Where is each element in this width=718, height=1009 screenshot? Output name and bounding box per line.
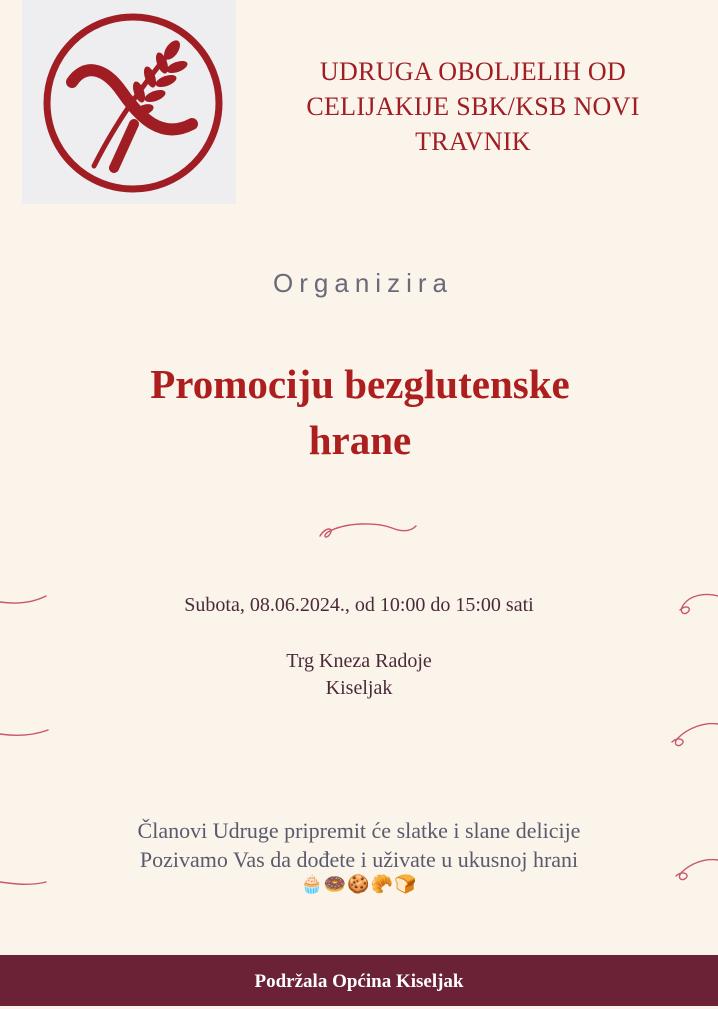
location-line-1: Trg Kneza Radoje (286, 650, 432, 672)
organization-name (248, 54, 698, 159)
org-name-line-3: TRAVNIK (415, 127, 531, 156)
location-line-2: Kiseljak (325, 677, 393, 699)
description-line-1: Članovi Udruge pripremit će slatke i slane delicije (137, 818, 581, 843)
event-title-line-2: hrane (308, 417, 412, 463)
footer-banner (0, 955, 718, 1006)
event-title (60, 356, 660, 468)
logo (22, 0, 236, 204)
org-name-line-1: UDRUGA OBOLJELIH OD (319, 57, 627, 86)
event-description (0, 816, 718, 874)
right-swirl-icon (664, 716, 718, 752)
intro-text: Organizira (273, 268, 453, 298)
crossed-grain-icon (22, 0, 236, 204)
event-title-line-1: Promociju bezglutenske (150, 361, 570, 407)
description-line-2: Pozivamo Vas da dođete i uživate u ukusnoj hrani (139, 847, 579, 872)
event-datetime: Subota, 08.06.2024., od 10:00 do 15:00 sati (184, 594, 534, 616)
org-name-line-2: CELIJAKIJE SBK/KSB NOVI (306, 92, 640, 121)
footer-text: Podržala Općina Kiseljak (254, 971, 464, 992)
center-swirl-icon (316, 516, 420, 550)
left-swirl-icon (0, 724, 52, 744)
food-emoji-row: 🧁🍩🍪🥐🍞 (300, 874, 418, 895)
event-location (0, 648, 718, 702)
